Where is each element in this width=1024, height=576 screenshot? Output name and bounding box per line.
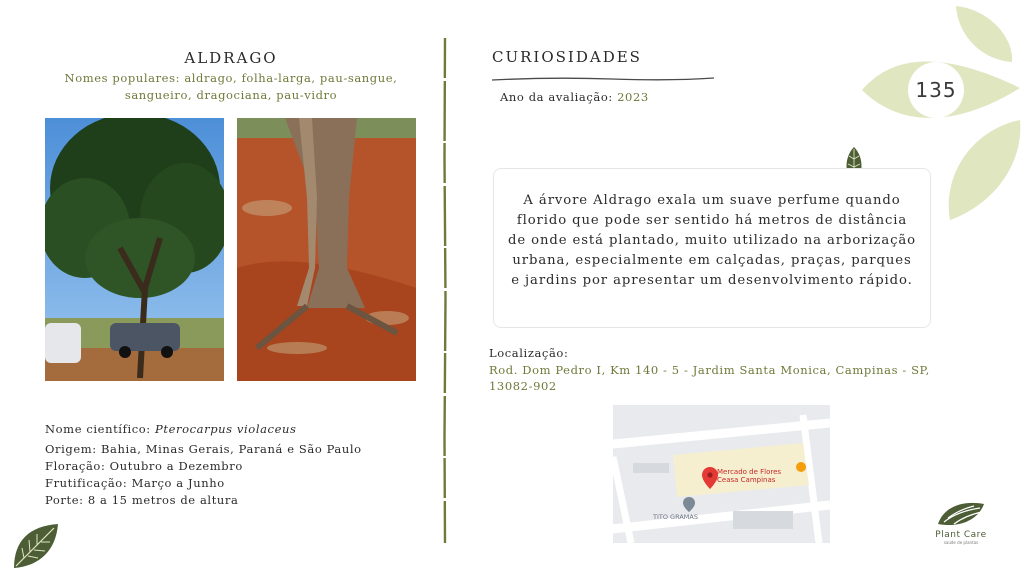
scientific-label: Nome científico: bbox=[45, 422, 156, 436]
scientific-name: Pterocarpus violaceus bbox=[155, 422, 297, 436]
divider bbox=[443, 38, 446, 543]
map-place-label: Mercado de Flores Ceasa Campinas bbox=[717, 468, 782, 484]
popular-names: Nomes populares: aldrago, folha-larga, pau-sangue, sangueiro, dragociana, pau-vidro bbox=[64, 71, 398, 102]
page-number: 135 bbox=[915, 78, 957, 102]
trunk-photo bbox=[237, 118, 416, 381]
map-secondary-label: TITO GRAMAS bbox=[653, 513, 698, 521]
year-label: Ano da avaliação: bbox=[500, 90, 618, 104]
scientific-name-line bbox=[45, 421, 435, 438]
location-label: Localização: bbox=[489, 346, 569, 360]
plant-care-logo bbox=[926, 498, 996, 545]
evaluation-year bbox=[500, 90, 649, 104]
title-underline bbox=[492, 68, 714, 87]
curiosity-card bbox=[493, 168, 931, 328]
flowering: Floração: Outubro a Dezembro bbox=[45, 459, 243, 473]
logo-name: Plant Care bbox=[935, 530, 987, 540]
origin: Origem: Bahia, Minas Gerais, Paraná e São Paulo bbox=[45, 442, 362, 456]
size: Porte: 8 a 15 metros de altura bbox=[45, 493, 239, 507]
botanical-info bbox=[45, 421, 435, 509]
plant-title: ALDRAGO bbox=[184, 49, 278, 67]
curiosity-text: A árvore Aldrago exala um suave perfume quando florido que pode ser sentido há metros de distância de onde está plantado, muito utilizado na arborização urbana, especialmente em calçadas, praças, parques e jardins por apresentar um desenvolvimento rápido. bbox=[508, 193, 916, 288]
fruiting: Frutificação: Março a Junho bbox=[45, 476, 225, 490]
curiosities-title: CURIOSIDADES bbox=[492, 48, 642, 66]
year-value: 2023 bbox=[617, 90, 649, 104]
tree-photo bbox=[45, 118, 224, 381]
address-link[interactable]: Rod. Dom Pedro I, Km 140 - 5 - Jardim Santa Monica, Campinas - SP, 13082-902 bbox=[489, 363, 930, 393]
location-map[interactable] bbox=[613, 405, 830, 543]
leaf-icon bbox=[10, 520, 62, 576]
logo-tagline: saúde de plantas bbox=[943, 540, 979, 545]
